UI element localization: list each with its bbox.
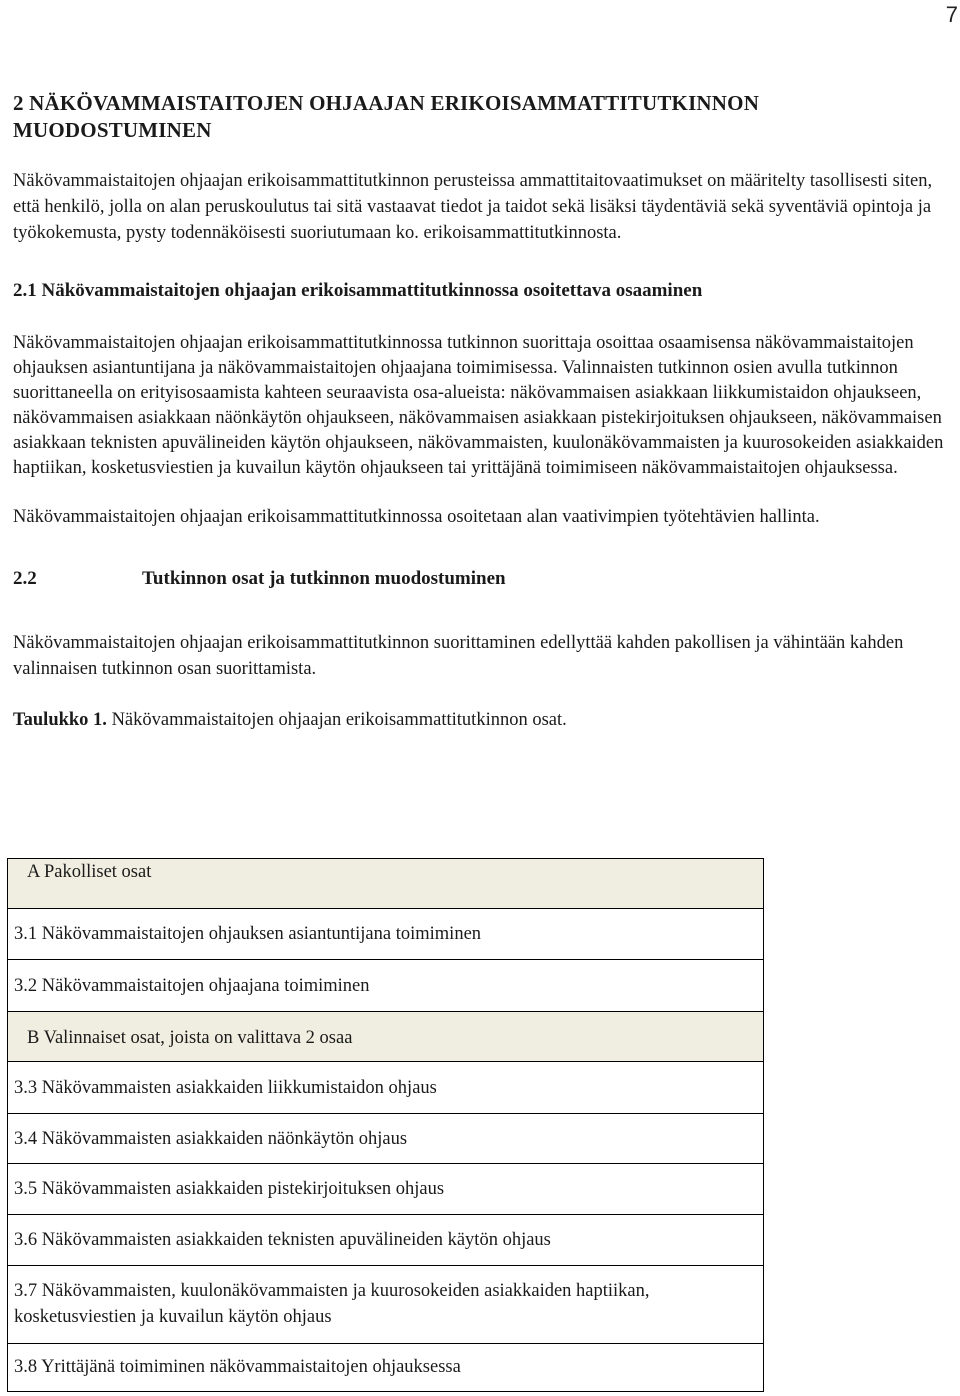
table-cell: 3.7 Näkövammaisten, kuulonäkövammaisten ja kuurosokeiden asiakkaiden haptiikan, kosketusviestien ja kuvailun käytön ohjaus [8,1266,764,1344]
table-row [8,1344,764,1392]
mandatory-parts-header: A Pakolliset osat [8,859,764,909]
page-number: 7 [945,2,958,27]
table-cell: 3.2 Näkövammaistaitojen ohjaajana toimiminen [8,960,764,1012]
section-2-2-title: Tutkinnon osat ja tutkinnon muodostuminen [142,568,506,589]
table-header-row [8,859,764,909]
chapter-title [13,90,948,144]
optional-parts-header: B Valinnaiset osat, joista on valittava 2 osaa [8,1012,764,1062]
table-cell: 3.6 Näkövammaisten asiakkaiden teknisten apuvälineiden käytön ohjaus [8,1215,764,1266]
table-caption-label: Taulukko 1. [13,710,107,730]
table-row [8,1215,764,1266]
section-2-1-paragraph-2: Näkövammaistaitojen ohjaajan erikoisammattitutkinnossa osoitetaan alan vaativimpien työtehtävien hallinta. [13,507,820,527]
document-body [13,90,948,733]
table-row [8,1114,764,1164]
table-cell: 3.8 Yrittäjänä toimiminen näkövammaistaitojen ohjauksessa [8,1344,764,1392]
table-cell: 3.1 Näkövammaistaitojen ohjauksen asiantuntijana toimiminen [8,909,764,960]
table-caption-text: Näkövammaistaitojen ohjaajan erikoisammattitutkinnon osat. [106,710,567,730]
qualification-parts-table [7,858,764,1392]
table-cell: 3.5 Näkövammaisten asiakkaiden pistekirjoituksen ohjaus [8,1164,764,1215]
section-2-1-paragraph-1: Näkövammaistaitojen ohjaajan erikoisammattitutkinnossa tutkinnon suorittaja osoittaa osaamisensa näkövammaistaitojen ohjauksen asiantuntijana ja näkövammaistaitojen ohjaajana toimimisessa. Valinnaisten tutkinnon osien avulla tutkinnon suorittaneella on erityisosaamista kahteen seuraavista osa-alueista: näkövammaisen asiakkaan liikkumistaidon ohjaukseen, näkövammaisen asiakkaan näönkäytön ohjaukseen, näkövammaisen asiakkaan pistekirjoituksen ohjaukseen, näkövammaisen asiakkaan teknisten apuvälineiden käytön ohjaukseen, näkövammaisten, kuulonäkövammaisten ja kuurosokeiden asiakkaiden haptiikan, kosketusviestien ja kuvailun käytön ohjaukseen tai yrittäjänä toimimiseen näkövammaistaitojen ohjauksessa. [13,333,944,478]
intro-paragraph: Näkövammaistaitojen ohjaajan erikoisammattitutkinnon perusteissa ammattitaitovaatimukset on määritelty tasollisesti siten, että henkilö, jolla on alan peruskoulutus tai sitä vastaavat tiedot ja taidot sekä lisäksi täydentäviä sekä syventäviä opintoja ja työkokemusta, pysty todennäköisesti suoriutumaan ko. erikoisammattitutkinnosta. [13,171,933,243]
table-row [8,960,764,1012]
table-row [8,909,764,960]
section-2-2-number: 2.2 [13,568,37,589]
table-header-row [8,1012,764,1062]
table-row [8,1164,764,1215]
chapter-title-line2: MUODOSTUMINEN [13,118,212,142]
section-2-1-heading: 2.1 Näkövammaistaitojen ohjaajan erikoisammattitutkinnossa osoitettava osaaminen [13,280,703,301]
table-caption [13,707,948,733]
table-cell: 3.4 Näkövammaisten asiakkaiden näönkäytön ohjaus [8,1114,764,1164]
table-row [8,1062,764,1114]
section-2-2-paragraph: Näkövammaistaitojen ohjaajan erikoisammattitutkinnon suorittaminen edellyttää kahden pakollisen ja vähintään kahden valinnaisen tutkinnon osan suorittamista. [13,633,904,679]
chapter-title-line1: 2 NÄKÖVAMMAISTAITOJEN OHJAAJAN ERIKOISAMMATTITUTKINNON [13,91,760,115]
table-cell: 3.3 Näkövammaisten asiakkaiden liikkumistaidon ohjaus [8,1062,764,1114]
section-2-2-heading [13,566,948,592]
table-row [8,1266,764,1344]
